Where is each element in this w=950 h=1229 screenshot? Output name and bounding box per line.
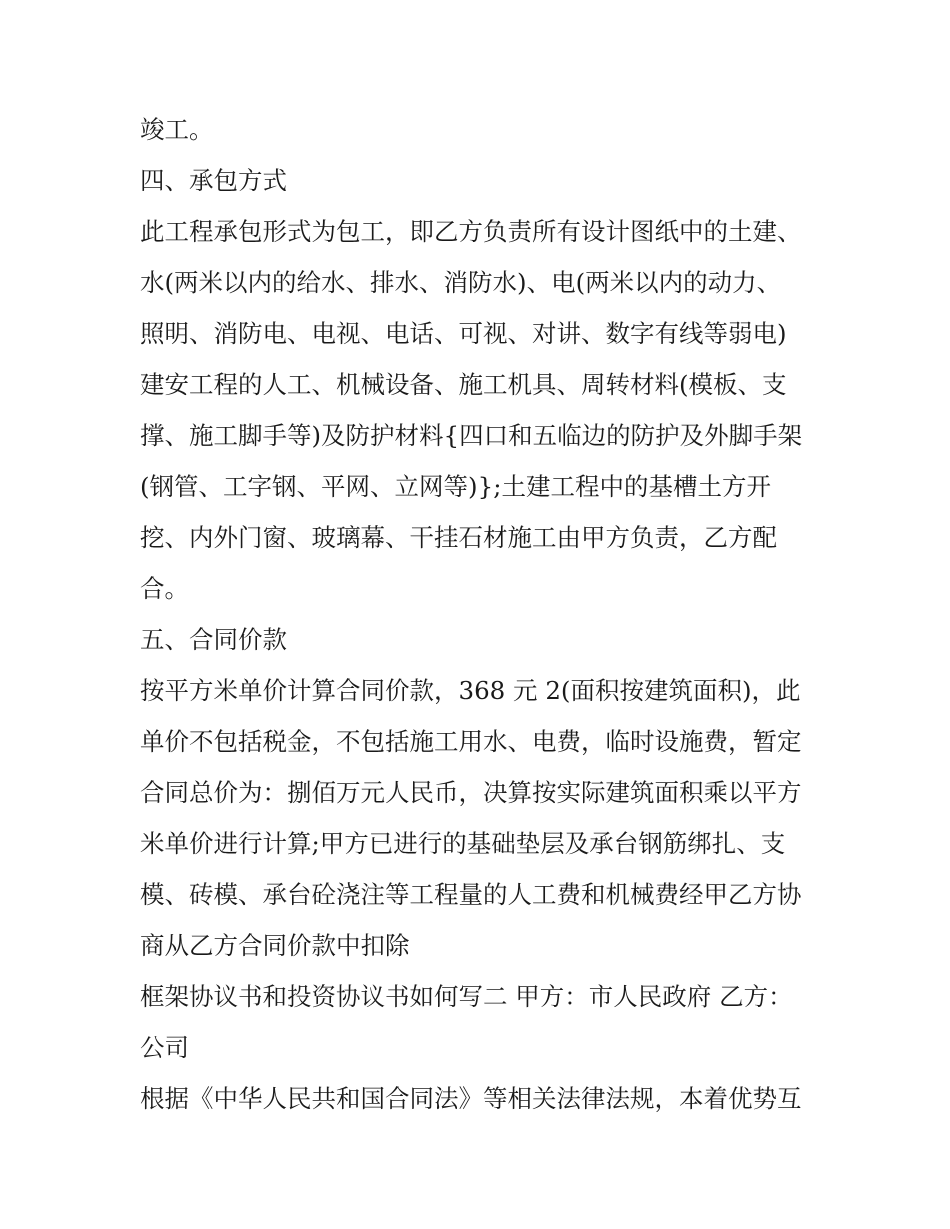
text-line-8: (钢管、工字钢、平网、立网等)};土建工程中的基槽土方开	[140, 472, 771, 501]
text-line-6: 建安工程的人工、机械设备、施工机具、周转材料(模板、支	[140, 370, 787, 399]
text-line-16: 模、砖模、承台砼浇注等工程量的人工费和机械费经甲乙方协	[140, 880, 802, 909]
text-line-3: 此工程承包形式为包工，即乙方负责所有设计图纸中的土建、	[140, 217, 802, 246]
text-line-9: 挖、内外门窗、玻璃幕、干挂石材施工由甲方负责，乙方配	[140, 523, 777, 552]
text-line-14: 合同总价为：捌佰万元人民币，决算按实际建筑面积乘以平方	[140, 778, 802, 807]
text-line-4: 水(两米以内的给水、排水、消防水)、电(两米以内的动力、	[140, 268, 782, 297]
text-line-15: 米单价进行计算;甲方已进行的基础垫层及承台钢筋绑扎、支	[140, 829, 786, 858]
text-line-5: 照明、消防电、电视、电话、可视、对讲、数字有线等弱电)	[140, 319, 787, 348]
text-line-1: 竣工。	[140, 115, 214, 144]
text-line-19: 公司	[140, 1033, 189, 1062]
text-line-12: 按平方米单价计算合同价款，368 元 2(面积按建筑面积)，此	[140, 676, 801, 705]
text-line-7: 撑、施工脚手等)及防护材料{四口和五临边的防护及外脚手架	[140, 421, 803, 450]
text-line-10: 合。	[140, 574, 189, 603]
text-line-17: 商从乙方合同价款中扣除	[140, 931, 410, 960]
section-heading-contract-price: 五、合同价款	[140, 625, 287, 654]
text-line-20: 根据《中华人民共和国合同法》等相关法律法规，本着优势互	[140, 1084, 802, 1113]
text-line-18: 框架协议书和投资协议书如何写二 甲方：市人民政府 乙方：	[140, 982, 793, 1011]
text-line-13: 单价不包括税金，不包括施工用水、电费，临时设施费，暂定	[140, 727, 802, 756]
section-heading-contract-method: 四、承包方式	[140, 166, 287, 195]
